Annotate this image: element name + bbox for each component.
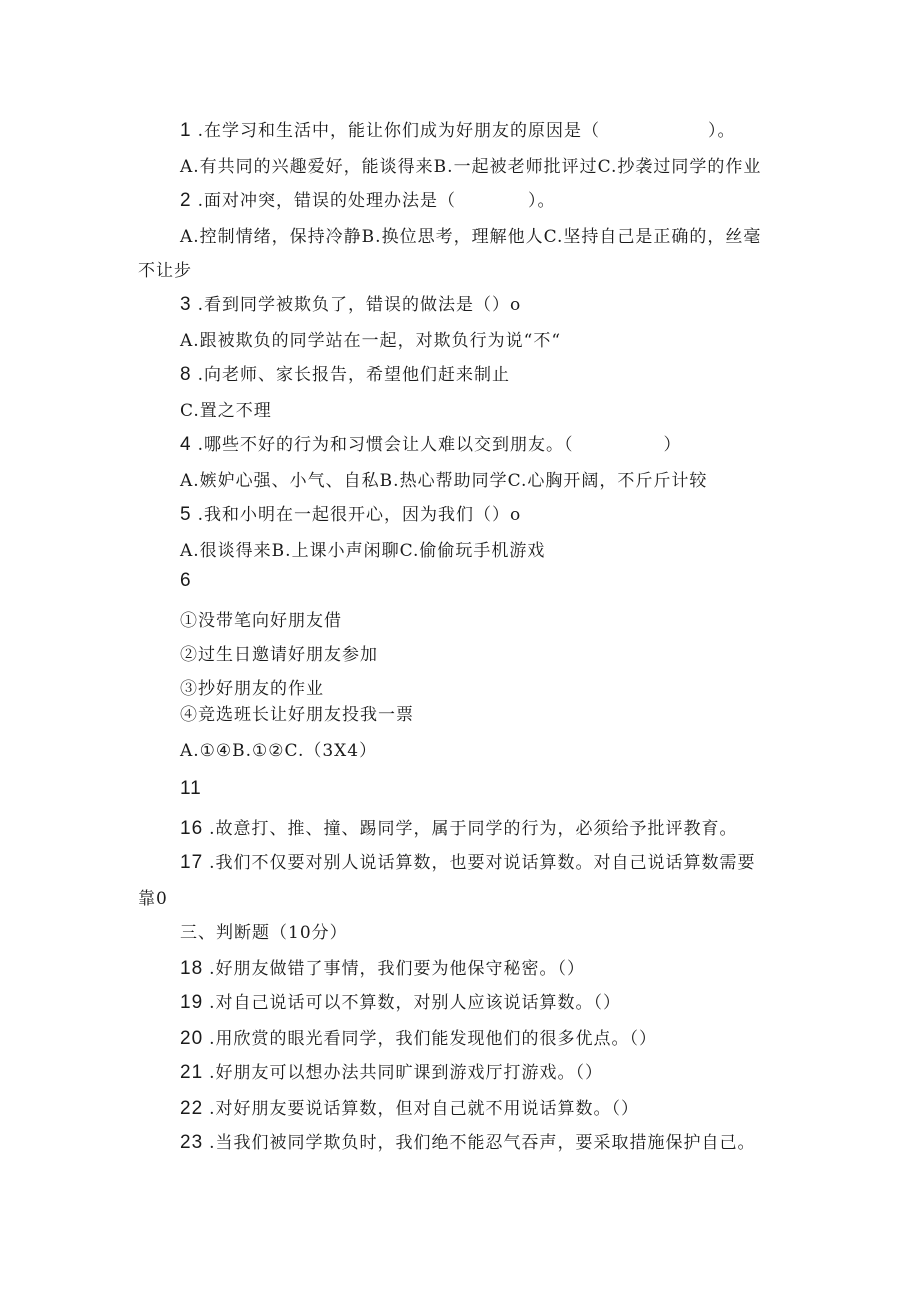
question-6: 6 (180, 570, 192, 591)
question-3-option-c: C.置之不理 (180, 401, 272, 421)
question-16: 16 .故意打、推、撞、踢同学，属于同学的行为，必须给予批评教育。 (180, 818, 738, 839)
question-6-item-2: ②过生日邀请好朋友参加 (180, 645, 378, 665)
question-3: 3 .看到同学被欺负了，错误的做法是（）o (180, 294, 522, 315)
question-5: 5 .我和小明在一起很开心，因为我们（）o (180, 504, 522, 525)
question-20: 20 .用欣赏的眼光看同学，我们能发现他们的很多优点。（） (180, 1028, 658, 1049)
question-4: 4 .哪些不好的行为和习惯会让人难以交到朋友。（ ） (180, 434, 682, 455)
question-4-options: A.嫉妒心强、小气、自私B.热心帮助同学C.心胸开阔，不斤斤计较 (180, 471, 708, 491)
question-6-item-4: ④竞选班长让好朋友投我一票 (180, 705, 414, 725)
section-judgment-title: 三、判断题（10分） (180, 923, 348, 943)
question-2: 2 .面对冲突，错误的处理办法是（ ）。 (180, 190, 556, 211)
question-3-option-a: A.跟被欺负的同学站在一起，对欺负行为说“不“ (180, 331, 562, 351)
question-6-item-1: ①没带笔向好朋友借 (180, 611, 342, 631)
question-6-item-3: ③抄好朋友的作业 (180, 679, 324, 699)
question-11: 11 (180, 778, 202, 799)
question-22: 22 .对好朋友要说话算数，但对自己就不用说话算数。（） (180, 1098, 640, 1119)
question-17-cont: 靠0 (138, 889, 168, 909)
question-3-option-b: 8 .向老师、家长报告，希望他们赶来制止 (180, 364, 510, 385)
question-2-options: A.控制情绪，保持冷静B.换位思考，理解他人C.坚持自己是正确的，丝毫 (180, 227, 762, 247)
question-17: 17 .我们不仅要对别人说话算数，也要对说话算数。对自己说话算数需要 (180, 852, 756, 873)
question-21: 21 .好朋友可以想办法共同旷课到游戏厅打游戏。（） (180, 1062, 604, 1083)
question-18: 18 .好朋友做错了事情，我们要为他保守秘密。（） (180, 958, 586, 979)
question-19: 19 .对自己说话可以不算数，对别人应该说话算数。（） (180, 992, 622, 1013)
question-23: 23 .当我们被同学欺负时，我们绝不能忍气吞声，要采取措施保护自己。 (180, 1132, 756, 1153)
question-1-options: A.有共同的兴趣爱好，能谈得来B.一起被老师批评过C.抄袭过同学的作业 (180, 157, 762, 177)
question-6-options: A.①④B.①②C.（3X4） (180, 741, 378, 761)
question-5-options: A.很谈得来B.上课小声闲聊C.偷偷玩手机游戏 (180, 541, 546, 561)
question-2-options-cont: 不让步 (138, 261, 192, 281)
question-1: 1 .在学习和生活中，能让你们成为好朋友的原因是（ ）。 (180, 120, 736, 141)
